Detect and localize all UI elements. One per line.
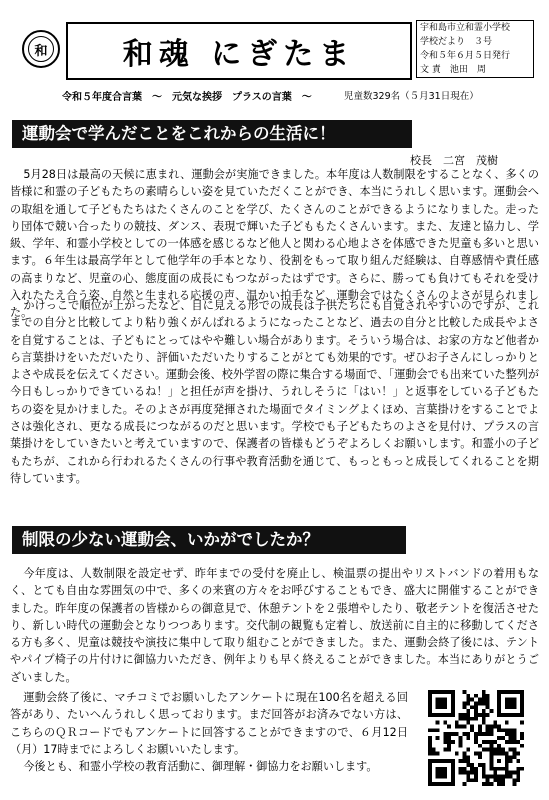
school-motto: 令和５年度合言葉 ～ 元気な挨拶 プラスの言葉 ～ (62, 92, 312, 103)
survey-block (10, 689, 408, 775)
qr-code-icon[interactable] (428, 690, 524, 786)
section2-paragraph-1: 今年度は、人数制限を設定せず、昨年までの受付を廃止し、検温票の提出やリストバンドの着用もなく、とても自由な雰囲気の中で、多くの来賓の方々をお呼びすることもでき、盛大に開催することができました。昨年度の保護者の皆様からの御意見で、休憩テントを２張増やしたり、敬老テントを復活させたり、新しい時代の運動会となりつつあります。交代制の観覧も定着し、放送前に自主的に移動してくださる方も多く、児童は競技や演技に集中して取り組むことができました。また、運動会終了後には、テントやパイプ椅子の片付けに御協力いただき、例年よりも早く終えることができました。本当にありがとうございました。 (10, 567, 539, 684)
section1-paragraph-2: かけっこで順位が上がったなど、目に見える形での成長は子供たちにも自覚されやすいのですが、これまでの自分と比較してより粘り強くがんばれるようになったことなど、過去の自分と比較した成長やよさを自覚することは、子どもにとってはやや難しい場合があります。そういう場合は、お家の方など他者から言葉掛けをいただいたり、評価いただいたりすることがとても効果的です。ぜひお子さんにしっかりとよさや成長を伝えてください。運動会後、校外学習の際に集合する場面で、「運動会でも出来ていた整列が今日もしっかりできているね！」と担任が声を掛け、うれしそうに「はい！」と返事をしている子どもたちの姿を見かけました。そのよさが再度発揮された場面でタイミングよくほめ、言葉掛けをすることでよさは強化され、更なる成長につながるのだと思います。学校でも子どもたちのよさを見付け、プラスの言葉掛けをしていきたいと考えていますので、保護者の皆様もどうぞよろしくお願いします。和霊小の子どもたちが、これから行われるたくさんの行事や教育活動を通じて、もっともっと成長してくれることを期待しています。 (10, 299, 539, 485)
school-emblem-icon (22, 30, 60, 68)
principal-name: 校長 二宮 茂樹 (410, 154, 498, 167)
publication-info (416, 20, 534, 78)
closing-paragraph: 今後とも、和霊小学校の教育活動に、御理解・御協力をお願いします。 (23, 760, 378, 774)
issue-number: 学校だより ３号 (420, 37, 493, 47)
editor: 文 責 池田 周 (420, 65, 486, 75)
issue-date: 令和５年６月５日発行 (420, 51, 511, 61)
section2-heading: 制限の少ない運動会、いかがでしたか？ (12, 526, 406, 554)
school-name: 宇和島市立和霊小学校 (420, 23, 511, 33)
section1-heading: 運動会で学んだことをこれからの生活に！ (12, 120, 412, 148)
student-count: 児童数329名（５月31日現在） (344, 91, 479, 102)
survey-paragraph: 運動会終了後に、マチコミでお願いしたアンケートに現在100名を超える回答があり、たいへんうれしく思っております。まだ回答がお済みでない方は、こちらのＱＲコードでもアンケートに回答することができますので、６月12日（月）17時までによろしくお願いいたします。 (10, 691, 408, 756)
emblem-text: 和 (28, 36, 54, 62)
section1-paragraph-1: 5月28日は最高の天候に恵まれ、運動会が実施できました。本年度は人数制限をすることなく、多くの皆様に和霊の子どもたちの素晴らしい姿を見ていただくことができ、本当にうれしく思います。運動会への取組を通して子どもたちはたくさんのことを学び、たくさんのことができるようになりました。走ったり団体で競い合ったりの競技、ダンス、表現で輝いた子どももたくさんいます。また、友達と協力し、学級、学年、和霊小学校としての一体感を感じるなど他人と関わる心地よさを体感できた児童も多いと思います。６年生は最高学年として他学年の手本となり、役割をもって取り組んだ経験は、自尊感情や責任感の高まりなど、児童の心、態度面の成長にもつながったはずです。さらに、勝っても負けてもそれを受け入れたたえ合う姿、自然と生まれる応援の声、温かい拍手など、運動会ではたくさんのよさが見られました。 (10, 168, 539, 320)
newsletter-title-box (66, 22, 412, 80)
newsletter-title: 和魂 にぎたま (122, 37, 356, 72)
newsletter-header (14, 14, 534, 80)
